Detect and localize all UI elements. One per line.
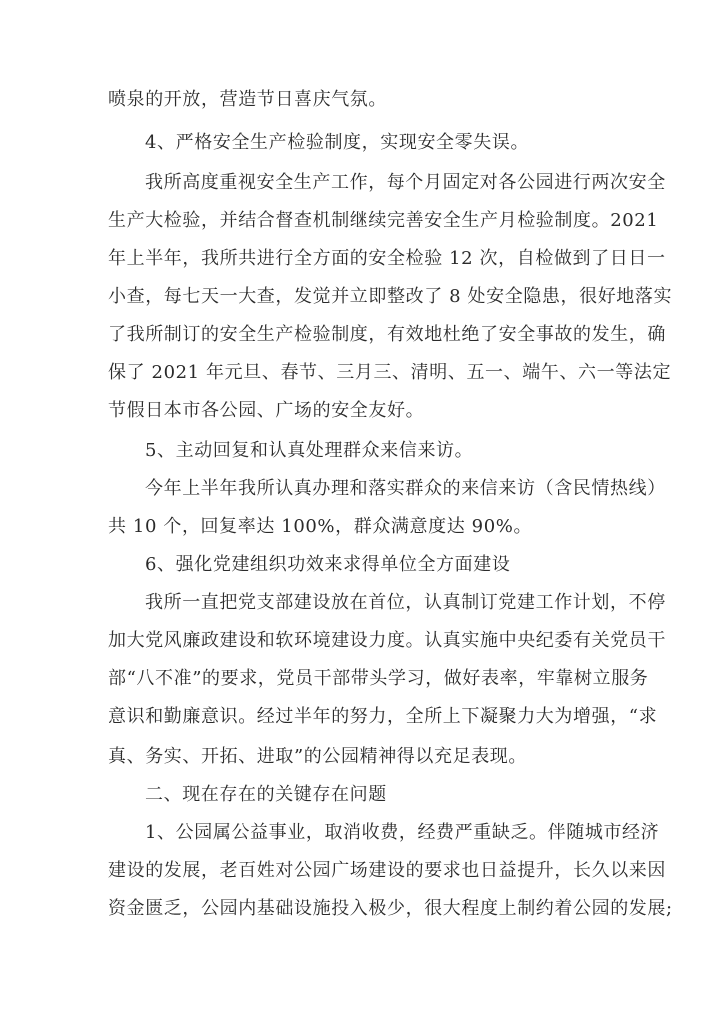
text-line: 了我所制订的安全生产检验制度，有效地杜绝了安全事故的发生，确 xyxy=(108,324,666,345)
section-heading: 5、主动回复和认真处理群众来信来访。 xyxy=(145,440,474,461)
text-line: 真、务实、开拓、进取”的公园精神得以充足表现。 xyxy=(108,746,527,767)
text-line: 生产大检验，并结合督查机制继续完善安全生产月检验制度。2021 xyxy=(108,210,659,231)
text-line: 1、公园属公益事业，取消收费，经费严重缺乏。伴随城市经济 xyxy=(145,822,660,843)
section-heading: 6、强化党建组织功效来求得单位全方面建设 xyxy=(145,554,511,575)
text-line: 部“八不准”的要求，党员干部带头学习，做好表率，牢靠树立服务 xyxy=(108,668,649,689)
text-line: 我所一直把党支部建设放在首位，认真制订党建工作计划，不停 xyxy=(145,592,666,613)
section-heading: 二、现在存在的关键存在问题 xyxy=(145,784,387,805)
text-line: 小查，每七天一大查，发觉并立即整改了 8 处安全隐患，很好地落实 xyxy=(108,286,673,307)
text-line: 意识和勤廉意识。经过半年的努力，全所上下凝聚力大为增强，“求 xyxy=(108,706,658,727)
text-line: 保了 2021 年元旦、春节、三月三、清明、五一、端午、六一等法定 xyxy=(108,362,672,383)
text-line: 节假日本市各公园、广场的安全友好。 xyxy=(108,400,425,421)
text-line: 年上半年，我所共进行全方面的安全检验 12 次，自检做到了日日一 xyxy=(108,248,666,269)
text-line: 加大党风廉政建设和软环境建设力度。认真实施中央纪委有关党员干 xyxy=(108,630,666,651)
text-line: 建设的发展，老百姓对公园广场建设的要求也日益提升，长久以来因 xyxy=(108,860,666,881)
text-line: 今年上半年我所认真办理和落实群众的来信来访（含民情热线） xyxy=(145,478,666,499)
text-line: 共 10 个，回复率达 100%，群众满意度达 90%。 xyxy=(108,516,533,537)
text-line: 资金匮乏，公园内基础设施投入极少，很大程度上制约着公园的发展; xyxy=(108,898,673,919)
section-heading: 4、严格安全生产检验制度，实现安全零失误。 xyxy=(145,132,530,153)
text-line: 喷泉的开放，营造节日喜庆气氛。 xyxy=(108,89,387,110)
text-line: 我所高度重视安全生产工作，每个月固定对各公园进行两次安全 xyxy=(145,172,666,193)
